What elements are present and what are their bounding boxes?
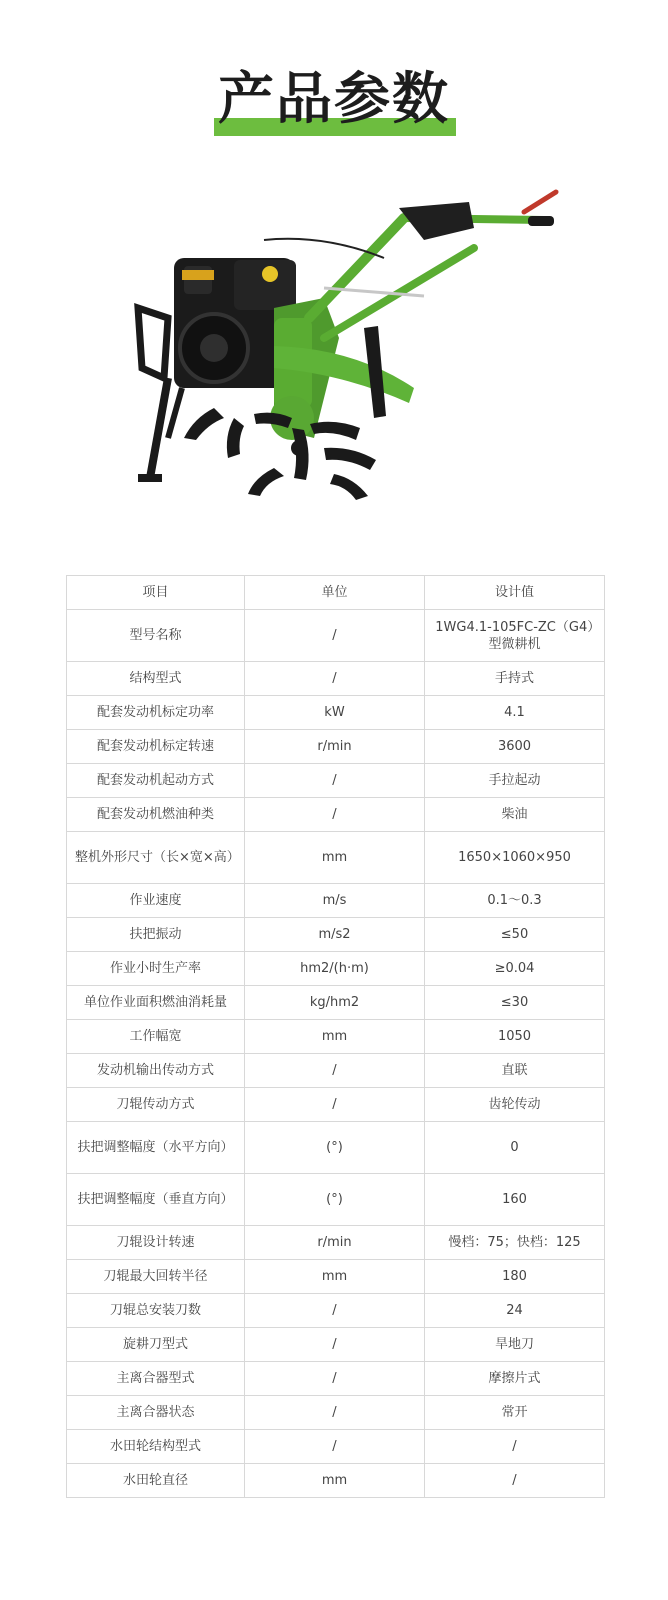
table-row bbox=[67, 730, 605, 764]
cell-value: 直联 bbox=[425, 1054, 605, 1088]
cell-item: 刀辊传动方式 bbox=[67, 1088, 245, 1122]
table-row bbox=[67, 1362, 605, 1396]
table-row bbox=[67, 832, 605, 884]
table-body bbox=[67, 610, 605, 1498]
cell-value: 1050 bbox=[425, 1020, 605, 1054]
cell-value: / bbox=[425, 1430, 605, 1464]
cell-unit: (°) bbox=[245, 1122, 425, 1174]
table-row bbox=[67, 1294, 605, 1328]
cell-unit: mm bbox=[245, 1020, 425, 1054]
cell-value: 3600 bbox=[425, 730, 605, 764]
cell-item: 整机外形尺寸（长×宽×高） bbox=[67, 832, 245, 884]
table-row bbox=[67, 918, 605, 952]
cell-unit: / bbox=[245, 1054, 425, 1088]
cell-unit: mm bbox=[245, 832, 425, 884]
cell-unit: kW bbox=[245, 696, 425, 730]
table-row bbox=[67, 1174, 605, 1226]
cell-value: 齿轮传动 bbox=[425, 1088, 605, 1122]
cell-value: 180 bbox=[425, 1260, 605, 1294]
cell-item: 型号名称 bbox=[67, 610, 245, 662]
spec-table bbox=[66, 575, 605, 1498]
handlebar-assembly bbox=[264, 192, 556, 338]
cell-unit: (°) bbox=[245, 1174, 425, 1226]
table-row bbox=[67, 1430, 605, 1464]
cell-value: 慢档：75；快档：125 bbox=[425, 1226, 605, 1260]
cell-unit: / bbox=[245, 1328, 425, 1362]
cell-value: 手拉起动 bbox=[425, 764, 605, 798]
cell-item: 扶把调整幅度（水平方向） bbox=[67, 1122, 245, 1174]
page-header bbox=[0, 64, 668, 144]
cell-item: 主离合器状态 bbox=[67, 1396, 245, 1430]
table-row bbox=[67, 798, 605, 832]
cell-unit: / bbox=[245, 610, 425, 662]
cell-item: 配套发动机标定功率 bbox=[67, 696, 245, 730]
cell-unit: / bbox=[245, 798, 425, 832]
cell-item: 结构型式 bbox=[67, 662, 245, 696]
cell-value: ≤50 bbox=[425, 918, 605, 952]
table-row bbox=[67, 1122, 605, 1174]
table-row bbox=[67, 1226, 605, 1260]
cell-item: 单位作业面积燃油消耗量 bbox=[67, 986, 245, 1020]
cell-item: 刀辊最大回转半径 bbox=[67, 1260, 245, 1294]
cell-unit: mm bbox=[245, 1464, 425, 1498]
cell-item: 作业小时生产率 bbox=[67, 952, 245, 986]
cell-value: 1650×1060×950 bbox=[425, 832, 605, 884]
table-row bbox=[67, 1464, 605, 1498]
cell-item: 刀辊总安装刀数 bbox=[67, 1294, 245, 1328]
cell-unit: / bbox=[245, 1294, 425, 1328]
cell-unit: / bbox=[245, 764, 425, 798]
mini-tiller-illustration bbox=[124, 178, 574, 518]
cell-value: 0.1～0.3 bbox=[425, 884, 605, 918]
cell-value: ≥0.04 bbox=[425, 952, 605, 986]
table-row bbox=[67, 884, 605, 918]
cell-value: 4.1 bbox=[425, 696, 605, 730]
table-row bbox=[67, 610, 605, 662]
header-item: 项目 bbox=[67, 576, 245, 610]
page-title: 产品参数 bbox=[218, 67, 450, 132]
cell-value: 1WG4.1-105FC-ZC（G4）型微耕机 bbox=[425, 610, 605, 662]
cell-item: 作业速度 bbox=[67, 884, 245, 918]
table-row bbox=[67, 1328, 605, 1362]
cell-value: 摩擦片式 bbox=[425, 1362, 605, 1396]
cell-value: 柴油 bbox=[425, 798, 605, 832]
cell-unit: / bbox=[245, 1088, 425, 1122]
cell-unit: / bbox=[245, 1362, 425, 1396]
cell-unit: / bbox=[245, 662, 425, 696]
cell-unit: / bbox=[245, 1396, 425, 1430]
cell-item: 水田轮结构型式 bbox=[67, 1430, 245, 1464]
cell-item: 配套发动机燃油种类 bbox=[67, 798, 245, 832]
table-row bbox=[67, 986, 605, 1020]
cell-item: 扶把振动 bbox=[67, 918, 245, 952]
cell-item: 发动机输出传动方式 bbox=[67, 1054, 245, 1088]
cell-unit: r/min bbox=[245, 1226, 425, 1260]
cell-value: 160 bbox=[425, 1174, 605, 1226]
cell-item: 水田轮直径 bbox=[67, 1464, 245, 1498]
table-row bbox=[67, 696, 605, 730]
cell-item: 工作幅宽 bbox=[67, 1020, 245, 1054]
header-value: 设计值 bbox=[425, 576, 605, 610]
cell-unit: hm2/(h·m) bbox=[245, 952, 425, 986]
cell-value: 手持式 bbox=[425, 662, 605, 696]
cell-unit: / bbox=[245, 1430, 425, 1464]
table-row bbox=[67, 764, 605, 798]
table-row bbox=[67, 952, 605, 986]
table-row bbox=[67, 1260, 605, 1294]
cell-unit: m/s bbox=[245, 884, 425, 918]
cell-item: 主离合器型式 bbox=[67, 1362, 245, 1396]
cell-value: 24 bbox=[425, 1294, 605, 1328]
cell-value: 0 bbox=[425, 1122, 605, 1174]
cell-item: 旋耕刀型式 bbox=[67, 1328, 245, 1362]
cell-value: 常开 bbox=[425, 1396, 605, 1430]
table-header-row bbox=[67, 576, 605, 610]
cell-item: 刀辊设计转速 bbox=[67, 1226, 245, 1260]
cell-item: 配套发动机起动方式 bbox=[67, 764, 245, 798]
cell-item: 扶把调整幅度（垂直方向） bbox=[67, 1174, 245, 1226]
table-row bbox=[67, 1396, 605, 1430]
table-row bbox=[67, 1088, 605, 1122]
cell-unit: mm bbox=[245, 1260, 425, 1294]
cell-value: ≤30 bbox=[425, 986, 605, 1020]
table-row bbox=[67, 1054, 605, 1088]
cell-item: 配套发动机标定转速 bbox=[67, 730, 245, 764]
cell-unit: kg/hm2 bbox=[245, 986, 425, 1020]
cell-value: / bbox=[425, 1464, 605, 1498]
cell-unit: m/s2 bbox=[245, 918, 425, 952]
table-row bbox=[67, 662, 605, 696]
cell-value: 旱地刀 bbox=[425, 1328, 605, 1362]
table-row bbox=[67, 1020, 605, 1054]
header-unit: 单位 bbox=[245, 576, 425, 610]
cell-unit: r/min bbox=[245, 730, 425, 764]
